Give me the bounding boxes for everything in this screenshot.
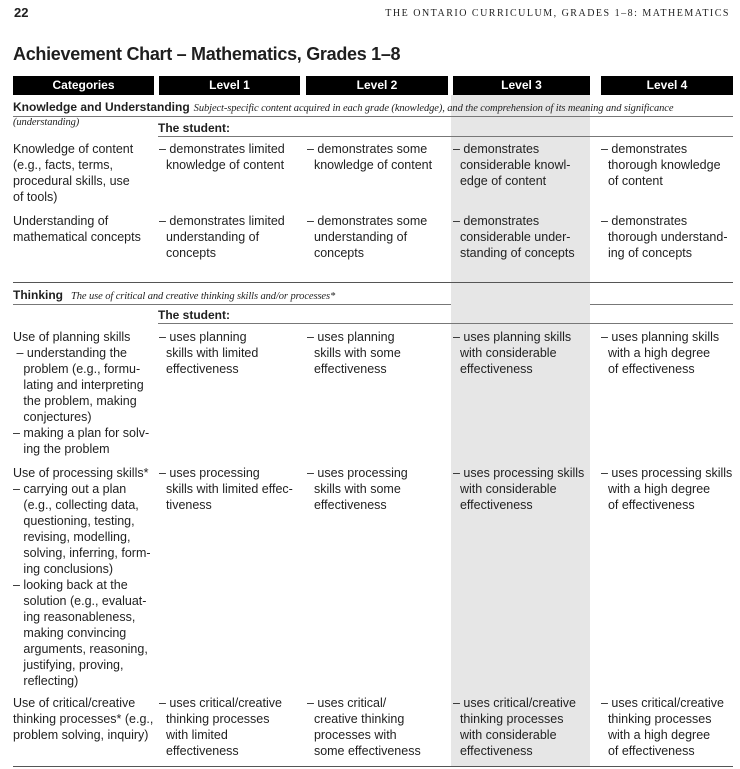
section-knowledge-description: Subject-specific content acquired in each grade (knowledge), and the comprehension of its meaning and significance (understanding) <box>13 103 674 128</box>
cell-knowledge-l1: – demonstrates limited knowledge of content <box>159 142 285 172</box>
cell-understanding-l3: – demonstrates considerable under- standing of concepts <box>453 214 575 260</box>
divider <box>158 136 733 137</box>
divider <box>13 116 733 117</box>
section-thinking-description: The use of critical and creative thinking skills and/or processes* <box>71 291 336 302</box>
cell-understanding-l4: – demonstrates thorough understand- ing of concepts <box>601 214 728 260</box>
section-knowledge <box>13 100 740 128</box>
cell-knowledge-l2: – demonstrates some knowledge of content <box>307 142 433 172</box>
cell-processing-l1: – uses processing skills with limited effec- tiveness <box>159 466 293 512</box>
category-processing-skills: Use of processing skills* – carrying out a plan (e.g., collecting data, questioning, testing, revising, modelling, solving, inferring, form- ing conclusions) – looking back at the solution (e.g., evaluat- ing reasonableness, making convincing arguments, reasoning, justifying, proving, reflecting) <box>13 466 151 688</box>
page-number: 22 <box>14 5 29 20</box>
cell-processing-l2: – uses processing skills with some effectiveness <box>307 466 408 512</box>
level3-column-shading <box>451 95 590 767</box>
section-knowledge-name: Knowledge and Understanding <box>13 100 190 114</box>
category-knowledge-of-content: Knowledge of content (e.g., facts, terms, procedural skills, use of tools) <box>13 142 134 204</box>
divider <box>13 766 733 767</box>
student-label: The student: <box>158 308 230 322</box>
header-level3: Level 3 <box>453 76 590 95</box>
header-level4: Level 4 <box>601 76 733 95</box>
category-critical-creative: Use of critical/creative thinking processes* (e.g., problem solving, inquiry) <box>13 696 154 742</box>
cell-planning-l2: – uses planning skills with some effectiveness <box>307 330 401 376</box>
divider <box>13 304 451 305</box>
cell-knowledge-l3: – demonstrates considerable knowl- edge of content <box>453 142 571 188</box>
divider <box>13 282 733 283</box>
divider <box>590 304 733 305</box>
cell-knowledge-l4: – demonstrates thorough knowledge of content <box>601 142 721 188</box>
running-head: THE ONTARIO CURRICULUM, GRADES 1–8: MATHEMATICS <box>385 8 730 19</box>
chart-title: Achievement Chart – Mathematics, Grades 1–8 <box>13 44 401 64</box>
cell-planning-l4: – uses planning skills with a high degree of effectiveness <box>601 330 720 376</box>
cell-critical-l3: – uses critical/creative thinking processes with considerable effectiveness <box>453 696 576 758</box>
cell-critical-l2: – uses critical/ creative thinking processes with some effectiveness <box>307 696 421 758</box>
cell-processing-l4: – uses processing skills with a high degree of effectiveness <box>601 466 733 512</box>
cell-understanding-l1: – demonstrates limited understanding of concepts <box>159 214 285 260</box>
section-thinking-name: Thinking <box>13 288 63 302</box>
divider <box>158 323 733 324</box>
header-level2: Level 2 <box>306 76 448 95</box>
cell-critical-l4: – uses critical/creative thinking processes with a high degree of effectiveness <box>601 696 724 758</box>
student-label: The student: <box>158 121 230 135</box>
cell-understanding-l2: – demonstrates some understanding of concepts <box>307 214 428 260</box>
cell-critical-l1: – uses critical/creative thinking processes with limited effectiveness <box>159 696 282 758</box>
cell-planning-l3: – uses planning skills with considerable effectiveness <box>453 330 572 376</box>
section-thinking <box>13 288 335 302</box>
header-level1: Level 1 <box>159 76 300 95</box>
category-understanding: Understanding of mathematical concepts <box>13 214 141 244</box>
cell-processing-l3: – uses processing skills with considerable effectiveness <box>453 466 585 512</box>
cell-planning-l1: – uses planning skills with limited effectiveness <box>159 330 259 376</box>
category-planning-skills: Use of planning skills – understanding the problem (e.g., formu- lating and interpreting the problem, making conjectures) – making a plan for solv- ing the problem <box>13 330 150 456</box>
header-categories: Categories <box>13 76 154 95</box>
